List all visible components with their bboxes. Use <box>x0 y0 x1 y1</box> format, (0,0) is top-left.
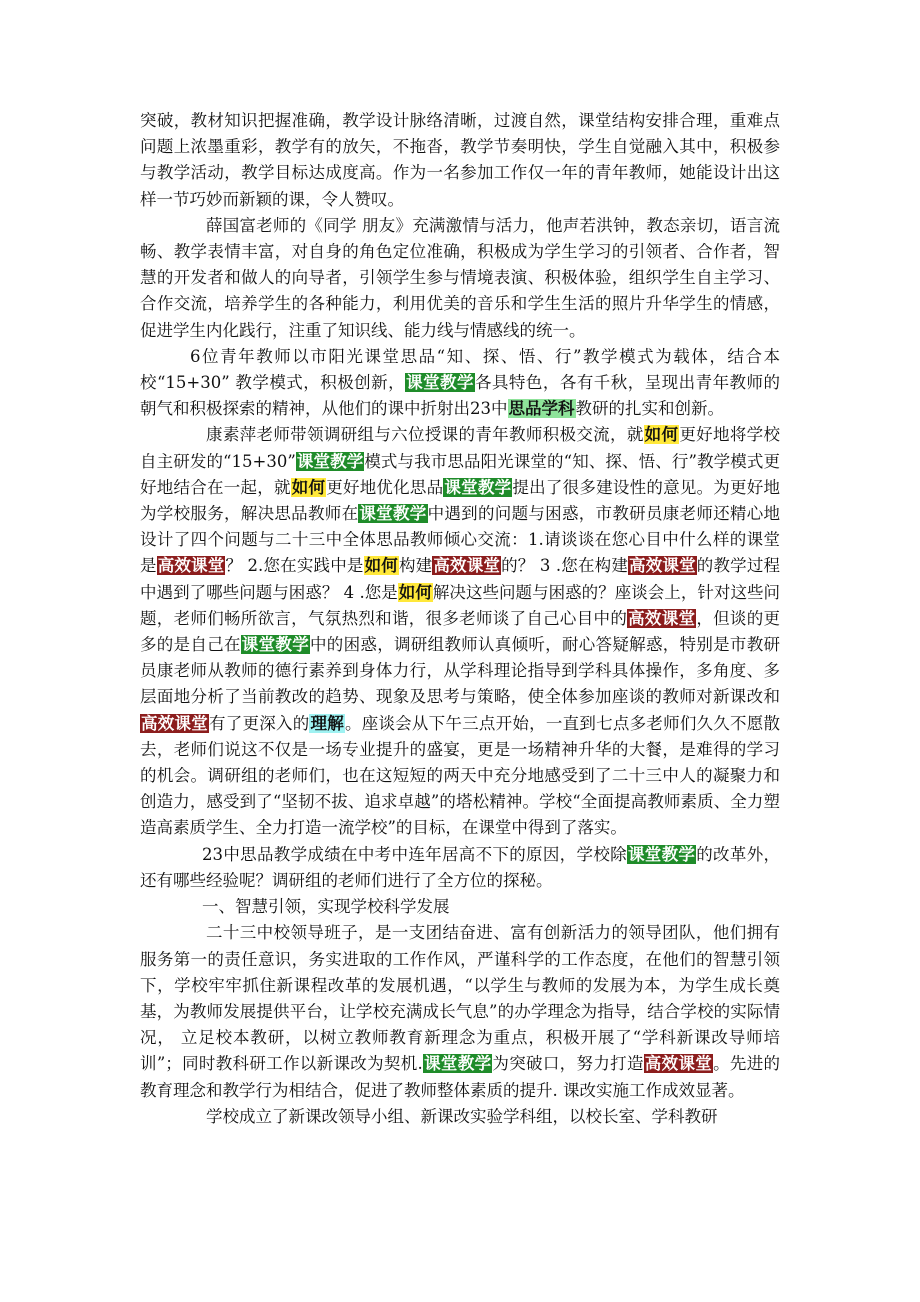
paragraph <box>140 920 780 1103</box>
text-run: 解决这些问题与困惑的？座谈会上，针对这些问题，老师们畅所欲言，气氛热烈和谐，很多老师谈了自己心目中的 <box>140 582 781 628</box>
text-run: 薛国富老师的《同学 朋友》充满激情与活力，他声若洪钟，教态亲切，语言流畅、教学表情丰富，对自身的角色定位准确，积极成为学生学习的引领者、合作者，智慧的开发者和做人的向导者，引领学生参与情境表演、积极体验，组织学生自主学习、合作交流，培养学生的各种能力，利用优美的音乐和学生生活的照片升华学生的情感，促进学生内化践行，注重了知识线、能力线与情感线的统一。 <box>140 215 780 340</box>
text-run: 中遇到的问题与困惑，市教研员康老师还精心地设计了四个问题与二十三中全体思品教师倾心交流：1.请谈谈在您心目中什么样的课堂是 <box>140 504 781 576</box>
paragraph <box>140 894 780 920</box>
text-run: 康素萍老师带领调研组与六位授课的青年教师积极交流，就 <box>206 425 644 445</box>
paragraph <box>140 1104 780 1130</box>
text-run: 各具特色，各有千秋，呈现出青年教师的朝气和积极探索的精神，从他们的课中折射出23中 <box>140 373 781 419</box>
paragraph <box>140 213 780 344</box>
text-run: ？ 2.您在实践中是 <box>225 556 364 576</box>
highlighted-keyword: 思品学科 <box>508 399 575 419</box>
text-run: 的改革外，还有哪些经验呢？调研组的老师们进行了全方位的探秘。 <box>140 844 781 890</box>
highlighted-keyword: 课堂教学 <box>444 477 512 497</box>
highlighted-keyword: 课堂教学 <box>627 844 696 864</box>
text-run: 一、智慧引领，实现学校科学发展 <box>202 897 450 917</box>
text-run: 。先进的教育理念和教学行为相结合，促进了教师整体素质的提升. 课改实施工作成效显著。 <box>140 1054 781 1100</box>
highlighted-keyword: 如何 <box>644 425 679 445</box>
highlighted-keyword: 高效课堂 <box>433 556 501 576</box>
text-run: 突破，教材知识把握准确，教学设计脉络清晰，过渡自然，课堂结构安排合理，重难点问题上浓墨重彩，教学有的放矢，不拖沓，教学节奏明快，学生自觉融入其中，积极参与教学活动，教学目标达成度高。作为一名参加工作仅一年的青年教师，她能设计出这样一节巧妙而新颖的课，令人赞叹。 <box>140 111 780 209</box>
highlighted-keyword: 课堂教学 <box>406 373 474 393</box>
text-run: ，但谈的更多的是自己在 <box>140 608 781 655</box>
highlighted-keyword: 如何 <box>398 582 432 602</box>
text-run: 中的困惑，调研组教师认真倾听，耐心答疑解惑，特别是市教研员康老师从教师的德行素养到身体力行，从学科理论指导到学科具体操作，多角度、多层面地分析了当前教改的趋势、现象及思考与策略，使全体参加座谈的教师对新课改和 <box>140 635 781 707</box>
text-run: 23中思品教学成绩在中考中连年居高不下的原因，学校除 <box>202 844 627 864</box>
paragraph <box>140 842 780 894</box>
paragraph <box>140 344 780 423</box>
highlighted-keyword: 如何 <box>364 556 398 576</box>
highlighted-keyword: 高效课堂 <box>628 608 696 628</box>
text-run: 模式与我市思品阳光课堂的“知、探、悟、行”教学模式更好地结合在一起，就 <box>140 451 780 497</box>
document-body <box>140 108 780 1130</box>
paragraph <box>140 108 780 213</box>
highlighted-keyword: 理解 <box>310 713 344 733</box>
paragraph <box>140 422 780 841</box>
text-run: 更好地将学校自主研发的“15+30” <box>140 425 781 471</box>
text-run: 学校成立了新课改领导小组、新课改实验学科组，以校长室、学科教研 <box>206 1106 718 1126</box>
highlighted-keyword: 高效课堂 <box>157 556 225 576</box>
text-run: 更好地优化思品 <box>326 477 444 497</box>
highlighted-keyword: 课堂教学 <box>423 1054 492 1074</box>
text-run: 提出了很多建设性的意见。为更好地为学校服务，解决思品教师在 <box>140 477 781 524</box>
text-run: 教研的扎实和创新。 <box>575 399 724 419</box>
text-run: 构建 <box>398 556 433 576</box>
highlighted-keyword: 课堂教学 <box>241 635 309 655</box>
text-run: 的教学过程中遇到了哪些问题与困惑？ 4 .您是 <box>140 556 781 602</box>
text-run: 6位青年教师以市阳光课堂思品“知、探、悟、行”教学模式为载体，结合本校“15+30” 教学模式，积极创新， <box>140 346 780 393</box>
text-run: 有了更深入的 <box>208 713 310 733</box>
highlighted-keyword: 高效课堂 <box>644 1054 713 1074</box>
highlighted-keyword: 如何 <box>291 477 326 497</box>
highlighted-keyword: 高效课堂 <box>141 713 208 733</box>
text-run: 。座谈会从下午三点开始，一直到七点多老师们久久不愿散去，老师们说这不仅是一场专业提升的盛宴，更是一场精神升华的大餐，是难得的学习的机会。调研组的老师们，也在这短短的两天中充分地感受到了二十三中人的凝聚力和创造力，感受到了“坚韧不拔、追求卓越”的塔松精神。学校“全面提高教师素质、全力塑造高素质学生、全力打造一流学校”的目标，在课堂中得到了落实。 <box>140 713 781 838</box>
text-run: 为突破口，努力打造 <box>492 1054 644 1074</box>
highlighted-keyword: 高效课堂 <box>629 556 696 576</box>
highlighted-keyword: 课堂教学 <box>359 504 427 524</box>
text-run: 二十三中校领导班子，是一支团结奋进、富有创新活力的领导团队，他们拥有服务第一的责任意识，务实进取的工作作风，严谨科学的工作态度，在他们的智慧引领下，学校牢牢抓住新课程改革的发展机遇，“以学生与教师的发展为本，为学生成长奠基，为教师发展提供平台，让学校充满成长气息”的办学理念为指导，结合学校的实际情况， 立足校本教研，以树立教师教育新理念为重点，积极开展了“学科新课改导师培训”；同时教科研工作以新课改为契机. <box>140 923 780 1074</box>
text-run: 的？ 3 .您在构建 <box>501 556 629 576</box>
highlighted-keyword: 课堂教学 <box>296 451 364 471</box>
